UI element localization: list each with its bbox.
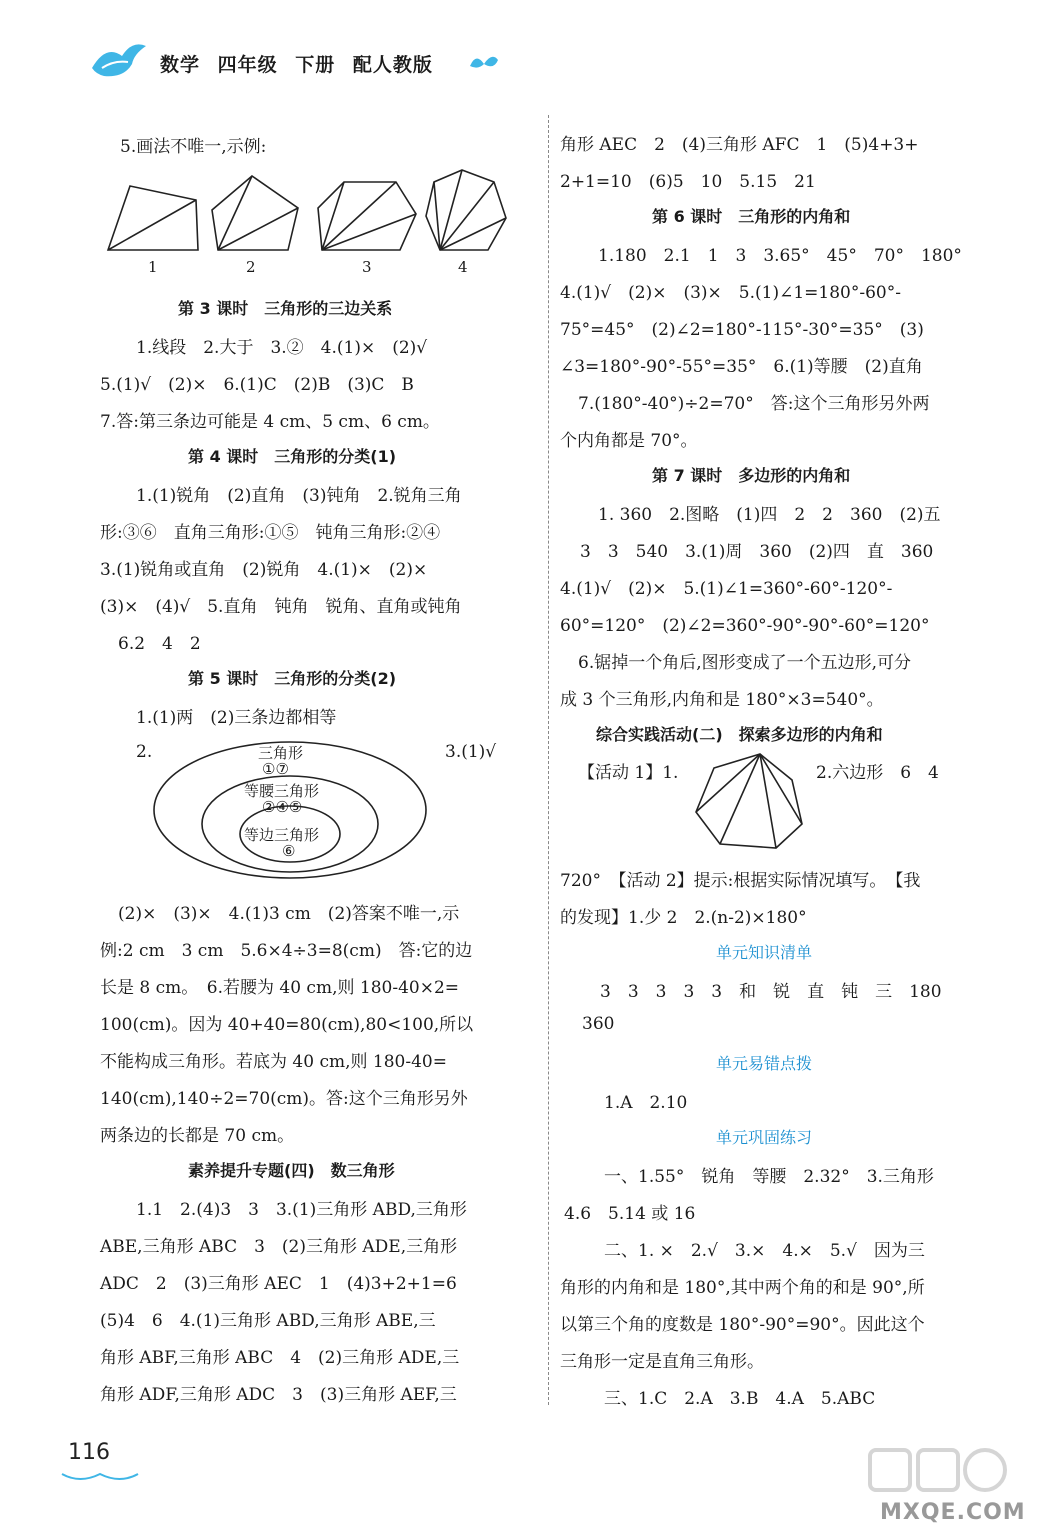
answer-line: 【活动 1】1. bbox=[578, 763, 679, 783]
answer-line: 6.2 4 2 bbox=[118, 634, 201, 654]
left-line: 5.画法不唯一,示例: bbox=[120, 137, 267, 157]
answer-line: 6.锯掉一个角后,图形变成了一个五边形,可分 bbox=[578, 653, 912, 673]
answer-line: 1.180 2.1 1 3 3.65° 45° 70° 180° bbox=[598, 246, 962, 266]
answer-line: 3.(1)√ bbox=[445, 742, 497, 762]
answer-line: 个内角都是 70°。 bbox=[560, 431, 698, 451]
figure-label: 2 bbox=[246, 258, 256, 276]
answer-line: 5.(1)√ (2)× 6.(1)C (2)B (3)C B bbox=[100, 375, 414, 395]
column-divider bbox=[548, 115, 549, 1405]
answer-line: 形:③⑥ 直角三角形:①⑤ 钝角三角形:②④ bbox=[100, 523, 441, 543]
answer-line: 7.答:第三条边可能是 4 cm、5 cm、6 cm。 bbox=[100, 412, 440, 432]
figure-label: 1 bbox=[148, 258, 158, 276]
venn-mid-label: 等腰三角形 bbox=[244, 782, 320, 800]
answer-line: 1.1 2.(4)3 3 3.(1)三角形 ABD,三角形 bbox=[136, 1200, 467, 1220]
answer-line: 角形 ABF,三角形 ABC 4 (2)三角形 ADE,三 bbox=[100, 1348, 460, 1368]
answer-line: 140(cm),140÷2=70(cm)。答:这个三角形另外 bbox=[100, 1089, 468, 1109]
header-grade: 四年级 bbox=[217, 54, 278, 76]
answer-line: 2. bbox=[136, 742, 153, 762]
answer-line: 75°=45° (2)∠2=180°-115°-30°=35° (3) bbox=[560, 320, 924, 340]
section-title: 第 5 课时 三角形的分类(2) bbox=[188, 669, 397, 688]
venn-inner-numbers: ⑥ bbox=[282, 842, 296, 860]
watermark-text: MXQE.COM bbox=[880, 1500, 1026, 1525]
header-title bbox=[160, 50, 433, 77]
venn-outer-label: 三角形 bbox=[258, 744, 304, 762]
answer-line: 1.线段 2.大于 3.② 4.(1)× (2)√ bbox=[136, 338, 428, 358]
answer-line: 三角形一定是直角三角形。 bbox=[560, 1352, 764, 1372]
answer-line: 3 3 3 3 3 和 锐 直 钝 三 180 bbox=[600, 982, 942, 1002]
answer-line: ABE,三角形 ABC 3 (2)三角形 ADE,三角形 bbox=[100, 1237, 458, 1257]
answer-line: 三、1.C 2.A 3.B 4.A 5.ABC bbox=[604, 1389, 876, 1409]
answer-line: 1.(1)两 (2)三条边都相等 bbox=[136, 708, 337, 728]
figure-label: 3 bbox=[362, 258, 372, 276]
answer-line: 1.(1)锐角 (2)直角 (3)钝角 2.锐角三角 bbox=[136, 486, 462, 506]
section-title: 第 3 课时 三角形的三边关系 bbox=[178, 299, 393, 318]
answer-line: (3)× (4)√ 5.直角 钝角 锐角、直角或钝角 bbox=[100, 597, 462, 617]
section-title: 第 6 课时 三角形的内角和 bbox=[652, 207, 851, 226]
page-header bbox=[0, 0, 1052, 110]
figure-label: 4 bbox=[458, 258, 468, 276]
answer-line: 720° 【活动 2】提示:根据实际情况填写。 【我 bbox=[560, 871, 921, 891]
section-title: 第 7 课时 多边形的内角和 bbox=[652, 466, 851, 485]
section-title: 单元易错点拨 bbox=[716, 1054, 813, 1073]
answer-line: 一、1.55° 锐角 等腰 2.32° 3.三角形 bbox=[604, 1167, 934, 1187]
venn-outer-numbers: ①⑦ bbox=[262, 760, 289, 778]
answer-line: 成 3 个三角形,内角和是 180°×3=540°。 bbox=[560, 690, 884, 710]
section-title: 素养提升专题(四) 数三角形 bbox=[188, 1161, 395, 1180]
answer-line: 角形 ADF,三角形 ADC 3 (3)三角形 AEF,三 bbox=[100, 1385, 457, 1405]
section-title: 第 4 课时 三角形的分类(1) bbox=[188, 447, 397, 466]
answer-line: 360 bbox=[582, 1014, 615, 1034]
answer-line: 不能构成三角形。若底为 40 cm,则 180-40= bbox=[100, 1052, 447, 1072]
answer-line: 7.(180°-40°)÷2=70° 答:这个三角形另外两 bbox=[578, 394, 930, 414]
answer-line: 例:2 cm 3 cm 5.6×4÷3=8(cm) 答:它的边 bbox=[100, 941, 473, 961]
answer-line: 长是 8 cm。 6.若腰为 40 cm,则 180-40×2= bbox=[100, 978, 460, 998]
answer-line: 4.(1)√ (2)× (3)× 5.(1)∠1=180°-60°- bbox=[560, 283, 901, 303]
leaf-icon bbox=[468, 52, 500, 72]
answer-line: 以第三个角的度数是 180°-90°=90°。因此这个 bbox=[560, 1315, 925, 1335]
answer-line: ∠3=180°-90°-55°=35° 6.(1)等腰 (2)直角 bbox=[560, 357, 923, 377]
answer-line: 二、1. × 2.√ 3.× 4.× 5.√ 因为三 bbox=[604, 1241, 925, 1261]
venn-inner-label: 等边三角形 bbox=[244, 826, 320, 844]
answer-line: (2)× (3)× 4.(1)3 cm (2)答案不唯一,示 bbox=[118, 904, 460, 924]
page-number-underline-icon bbox=[60, 1468, 140, 1486]
answer-line: ADC 2 (3)三角形 AEC 1 (4)3+2+1=6 bbox=[100, 1274, 457, 1294]
answer-line: 60°=120° (2)∠2=360°-90°-90°-60°=120° bbox=[560, 616, 930, 636]
answer-line: 1.A 2.10 bbox=[604, 1093, 688, 1113]
answer-line: 1. 360 2.图略 (1)四 2 2 360 (2)五 bbox=[598, 505, 941, 525]
hexagon-diagonals-figure bbox=[692, 752, 812, 854]
answer-line: 3 3 540 3.(1)周 360 (2)四 直 360 bbox=[580, 542, 934, 562]
polygon-division-figure bbox=[100, 168, 520, 258]
answer-line: 2.六边形 6 4 bbox=[816, 763, 939, 783]
answer-line: (5)4 6 4.(1)三角形 ABD,三角形 ABE,三 bbox=[100, 1311, 436, 1331]
answer-line: 角形 AEC 2 (4)三角形 AFC 1 (5)4+3+ bbox=[560, 135, 919, 155]
header-subject: 数学 bbox=[160, 54, 201, 76]
section-title: 单元知识清单 bbox=[716, 943, 813, 962]
answer-line: 100(cm)。因为 40+40=80(cm),80<100,所以 bbox=[100, 1015, 474, 1035]
answer-line: 4.6 5.14 或 16 bbox=[564, 1204, 696, 1224]
section-title: 综合实践活动(二) 探索多边形的内角和 bbox=[596, 725, 883, 744]
section-title: 单元巩固练习 bbox=[716, 1128, 813, 1147]
answer-line: 的发现】1.少 2 2.(n-2)×180° bbox=[560, 908, 807, 928]
answer-line: 4.(1)√ (2)× 5.(1)∠1=360°-60°-120°- bbox=[560, 579, 893, 599]
answer-line: 角形的内角和是 180°,其中两个角的和是 90°,所 bbox=[560, 1278, 925, 1298]
venn-mid-numbers: ②④⑤ bbox=[262, 798, 303, 816]
answer-line: 2+1=10 (6)5 10 5.15 21 bbox=[560, 172, 816, 192]
header-volume: 下册 bbox=[295, 54, 336, 76]
answer-line: 3.(1)锐角或直角 (2)锐角 4.(1)× (2)× bbox=[100, 560, 428, 580]
page-number: 116 bbox=[68, 1440, 110, 1465]
bird-icon bbox=[88, 38, 148, 82]
header-edition: 配人教版 bbox=[352, 54, 433, 76]
answer-line: 两条边的长都是 70 cm。 bbox=[100, 1126, 295, 1146]
